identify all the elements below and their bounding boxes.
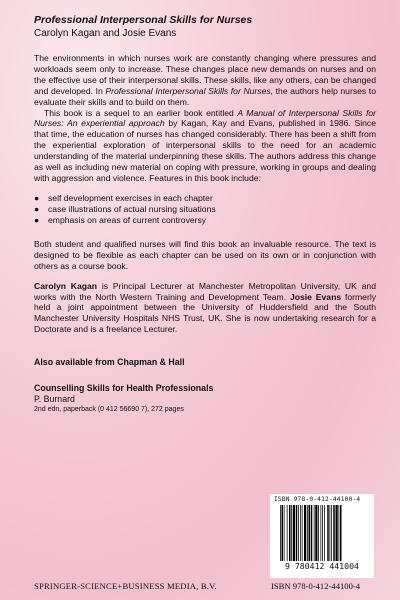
- related-book-title: Counselling Skills for Health Professionals: [34, 383, 214, 394]
- barcode-bar: [280, 505, 281, 561]
- barcode-isbn: ISBN 978-0-412-44100-4: [274, 496, 361, 503]
- author-bio: Carolyn Kagan is Principal Lecturer at Manchester Metropolitan University, UK and works with the North Western Training and Development Team. Josie Evans formerly held a joint appointment between the University of Huddersfield and the South Manchester University Hospitals NHS Trust, UK. She is now undertaking research for a Doctorate and is a freelance Lecturer.: [34, 280, 377, 335]
- barcode-bar: [324, 505, 325, 561]
- barcode-bar: [296, 505, 298, 561]
- barcode-bar: [327, 505, 329, 561]
- barcode-bars: [280, 505, 364, 561]
- features-list: [34, 193, 376, 226]
- book-title: Professional Interpersonal Skills for Nurses: [34, 14, 253, 26]
- isbn-label: ISBN 978-0-412-44100-4: [271, 581, 361, 591]
- barcode-bar: [291, 505, 292, 561]
- barcode-bar: [336, 505, 338, 561]
- list-item: ● self development exercises in each chapter: [34, 192, 213, 203]
- also-available-heading: Also available from Chapman & Hall: [34, 357, 185, 368]
- book-authors: Carolyn Kagan and Josie Evans: [34, 28, 177, 39]
- barcode-bar: [309, 505, 311, 561]
- barcode-bar: [293, 505, 295, 561]
- bullet-icon: ●: [34, 192, 40, 203]
- related-book-meta: 2nd edn, paperback (0 412 56690 7), 272 pages: [34, 406, 184, 414]
- barcode-bar: [315, 505, 317, 561]
- barcode-bar: [333, 505, 335, 561]
- list-item: ● emphasis on areas of current controversy: [34, 214, 207, 225]
- barcode-bar: [318, 505, 319, 561]
- barcode-bar: [321, 505, 322, 561]
- barcode-bar: [331, 505, 332, 561]
- barcode-bar: [287, 505, 288, 561]
- barcode: [270, 494, 374, 578]
- barcode-bar: [311, 505, 313, 561]
- bullet-icon: ●: [34, 214, 40, 225]
- barcode-bar: [284, 505, 285, 561]
- barcode-bar: [304, 505, 306, 561]
- related-book-author: P. Burnard: [34, 394, 75, 405]
- barcode-bar: [298, 505, 299, 561]
- barcode-bar: [300, 505, 301, 561]
- intro-paragraph: The environments in which nurses work are constantly changing where pressures and workloads seem only to increase. These changes place new demands on nurses and on the effective use of their interpersonal skills. These skills, like any others, can be changed and developed. In Professional Interpersonal Skills for Nurses, the authors help nurses to evaluate their skills and to build on them.: [34, 53, 376, 107]
- barcode-bar: [307, 505, 308, 561]
- back-cover-text: [34, 14, 376, 415]
- barcode-digits: 9 780412 441004: [285, 561, 359, 571]
- publisher: SPRINGER-SCIENCE+BUSINESS MEDIA, B.V.: [34, 581, 217, 591]
- bullet-icon: ●: [34, 203, 40, 214]
- barcode-bar: [289, 505, 291, 561]
- barcode-bar: [282, 505, 284, 561]
- barcode-bar: [322, 505, 323, 561]
- sequel-paragraph: This book is a sequel to an earlier book entitled A Manual of Interpersonal Skills for Nurses: An experiential approach by Kagan, Kay and Evans, published in 1986. Since that time, the education of nurses has changed considerably. There has been a shift from the experiential exploration of interpersonal skills to the need for an academic understanding of the material underpinning these skills. The authors address this change as well as including new material on coping with pressure, working in groups and dealing with aggression and violence. Features in this book include:: [34, 107, 376, 183]
- list-item: ● case illustrations of actual nursing situations: [34, 203, 216, 214]
- barcode-bar: [330, 505, 331, 561]
- barcode-bar: [314, 505, 315, 561]
- barcode-bar: [339, 505, 340, 561]
- barcode-bar: [340, 505, 342, 561]
- barcode-bar: [302, 505, 303, 561]
- audience-paragraph: Both student and qualified nurses will find this book an invaluable resource. The text is designed to be flexible as each chapter can be used on its own or in conjunction with others as a course book.: [34, 238, 376, 271]
